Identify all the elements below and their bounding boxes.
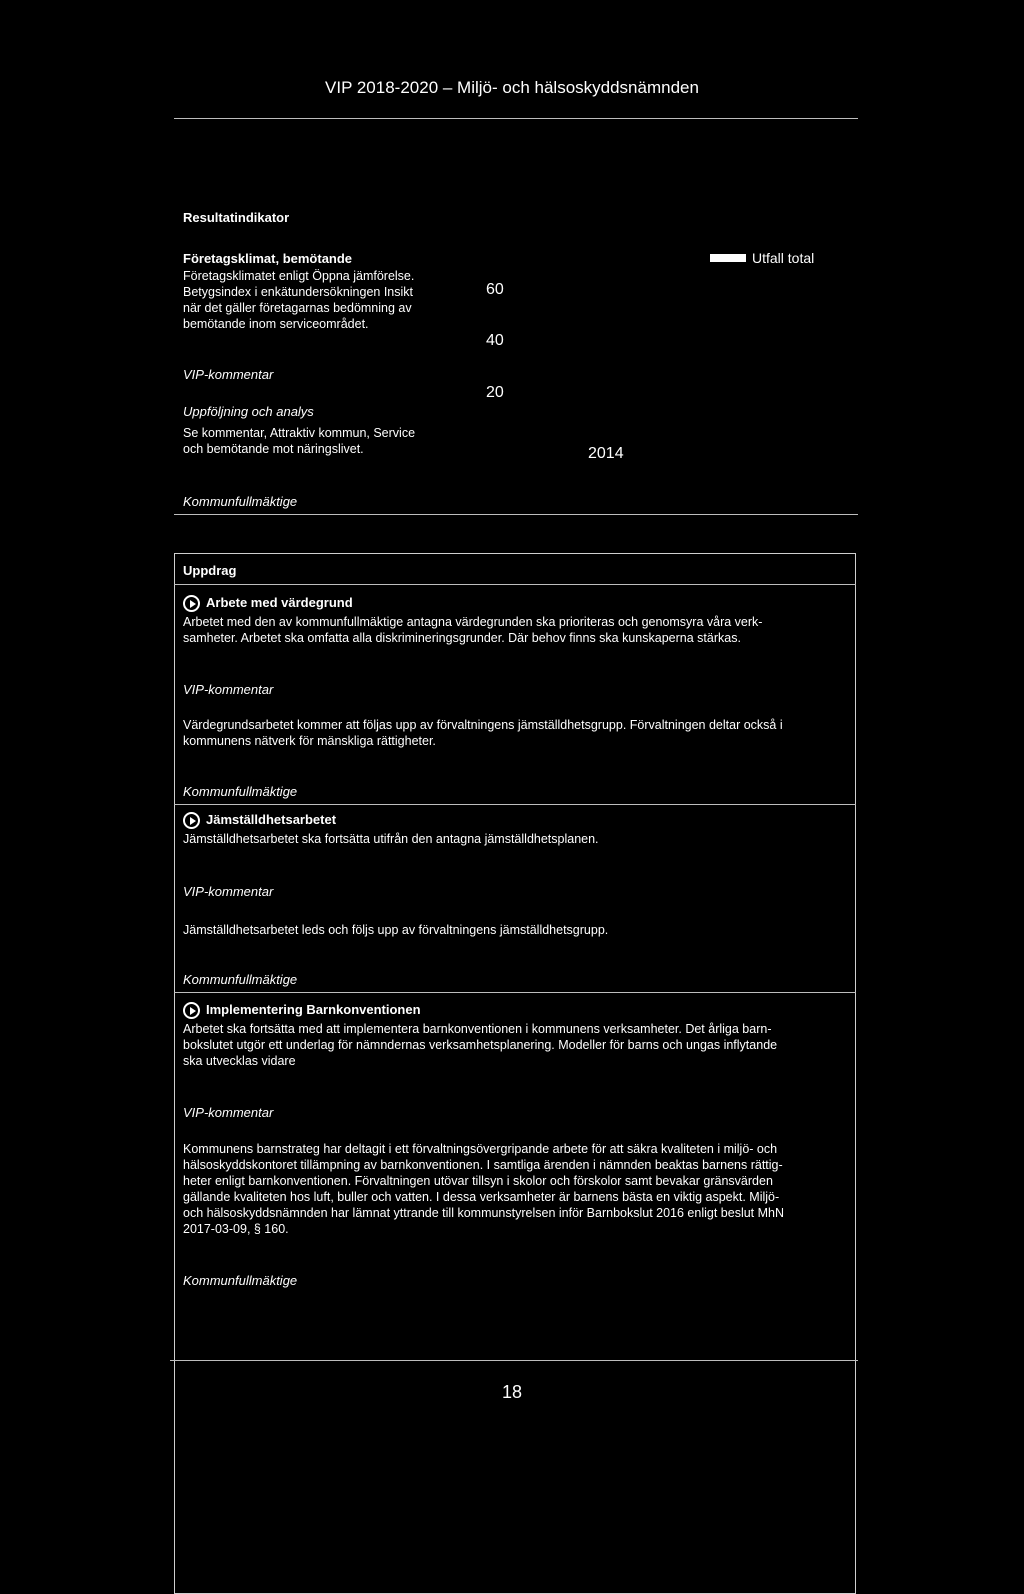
uppdrag-heading: Uppdrag bbox=[183, 563, 237, 578]
uppdrag-item-source: Kommunfullmäktige bbox=[183, 784, 298, 799]
indicator-heading: Resultatindikator bbox=[183, 210, 290, 225]
uppdrag-item-source: Kommunfullmäktige bbox=[183, 972, 298, 987]
play-circle-icon bbox=[183, 812, 200, 829]
legend-label: Utfall total bbox=[752, 250, 815, 266]
item-title-text: Implementering Barnkonventionen bbox=[206, 1002, 421, 1017]
legend-swatch bbox=[710, 254, 746, 262]
chart-legend bbox=[710, 250, 814, 266]
uppdrag-item-body bbox=[183, 614, 762, 646]
uppdrag-item-comment bbox=[183, 922, 608, 938]
x-tick-label: 2014 bbox=[588, 445, 624, 462]
body-line: Jämställdhetsarbetet ska fortsätta utifrån den antagna jämställdhetsplanen. bbox=[183, 832, 599, 846]
uppdrag-item-comment bbox=[183, 1141, 784, 1237]
item-divider bbox=[174, 992, 856, 993]
indicator-vip-label: VIP-kommentar bbox=[183, 367, 274, 382]
header-divider bbox=[174, 118, 858, 119]
comment-line: kommunens nätverk för mänskliga rättigheter. bbox=[183, 734, 436, 748]
y-tick-label: 20 bbox=[486, 384, 504, 401]
description-line: när det gäller företagarnas bedömning av bbox=[183, 301, 412, 315]
uppdrag-item-vip-label: VIP-kommentar bbox=[183, 682, 274, 697]
uppdrag-item-vip-label: VIP-kommentar bbox=[183, 1105, 274, 1120]
body-line: samheter. Arbetet ska omfatta alla diskrimineringsgrunder. Där behov finns ska kunskaperna stärkas. bbox=[183, 631, 741, 645]
indicator-divider bbox=[174, 514, 858, 515]
body-line: bokslutet utgör ett underlag för nämndernas verksamhetsplanering. Modeller för barns och ungas inflytande bbox=[183, 1038, 778, 1052]
body-line: Arbetet ska fortsätta med att implementera barnkonventionen i kommunens verksamheter. Det årliga barn- bbox=[183, 1022, 772, 1036]
indicator-chart bbox=[470, 240, 850, 470]
indicator-source: Kommunfullmäktige bbox=[183, 494, 298, 509]
uppdrag-item-vip-label: VIP-kommentar bbox=[183, 884, 274, 899]
indicator-followup-text bbox=[183, 425, 415, 457]
item-title-text: Jämställdhetsarbetet bbox=[206, 812, 337, 827]
y-tick-label: 60 bbox=[486, 281, 504, 298]
comment-line: 2017-03-09, § 160. bbox=[183, 1222, 289, 1236]
followup-line: och bemötande mot näringslivet. bbox=[183, 442, 364, 456]
uppdrag-box bbox=[174, 553, 856, 1594]
play-circle-icon bbox=[183, 595, 200, 612]
uppdrag-item-title bbox=[183, 1002, 421, 1019]
comment-line: Kommunens barnstrateg har deltagit i ett förvaltningsövergripande arbete för att säkra kvaliteten i miljö- och bbox=[183, 1142, 778, 1156]
uppdrag-item-comment bbox=[183, 717, 783, 749]
item-title-text: Arbete med värdegrund bbox=[206, 595, 353, 610]
item-divider bbox=[174, 804, 856, 805]
comment-line: hälsoskyddskontoret tillämpning av barnkonventionen. I samtliga ärenden i nämnden beaktas barnens rättig- bbox=[183, 1158, 783, 1172]
y-tick-label: 40 bbox=[486, 332, 504, 349]
comment-line: Jämställdhetsarbetet leds och följs upp av förvaltningens jämställdhetsgrupp. bbox=[183, 923, 609, 937]
description-line: bemötande inom serviceområdet. bbox=[183, 317, 369, 331]
uppdrag-item-title bbox=[183, 812, 336, 829]
indicator-followup-label: Uppföljning och analys bbox=[183, 404, 314, 419]
followup-line: Se kommentar, Attraktiv kommun, Service bbox=[183, 426, 416, 440]
uppdrag-item-title bbox=[183, 595, 353, 612]
footer-divider bbox=[170, 1360, 858, 1361]
indicator-name: Företagsklimat, bemötande bbox=[183, 251, 353, 266]
comment-line: heter enligt barnkonventionen. Förvaltningen utövar tillsyn i skolor och förskolor samt bevakar gränsvärden bbox=[183, 1174, 773, 1188]
page-header-title: VIP 2018-2020 – Miljö- och hälsoskyddsnämnden bbox=[325, 78, 699, 97]
uppdrag-item-source: Kommunfullmäktige bbox=[183, 1273, 298, 1288]
comment-line: Värdegrundsarbetet kommer att följas upp av förvaltningens jämställdhetsgrupp. Förvaltningen deltar också i bbox=[183, 718, 783, 732]
comment-line: och hälsoskyddsnämnden har lämnat yttrande till kommunstyrelsen inför Barnbokslut 2016 enligt beslut MhN bbox=[183, 1206, 785, 1220]
body-line: Arbetet med den av kommunfullmäktige antagna värdegrunden ska prioriteras och genomsyra våra verk- bbox=[183, 615, 763, 629]
uppdrag-item-body bbox=[183, 1021, 777, 1069]
page-number: 18 bbox=[501, 1382, 523, 1402]
uppdrag-heading-divider bbox=[174, 584, 856, 585]
uppdrag-item-body bbox=[183, 831, 599, 847]
description-line: Betygsindex i enkätundersökningen Insikt bbox=[183, 285, 414, 299]
description-line: Företagsklimatet enligt Öppna jämförelse. bbox=[183, 269, 415, 283]
comment-line: gällande kvaliteten hos luft, buller och vatten. I dessa verksamheter är barnens bästa en viktig aspekt. Miljö- bbox=[183, 1190, 780, 1204]
body-line: ska utvecklas vidare bbox=[183, 1054, 296, 1068]
play-circle-icon bbox=[183, 1002, 200, 1019]
indicator-description bbox=[183, 268, 414, 332]
